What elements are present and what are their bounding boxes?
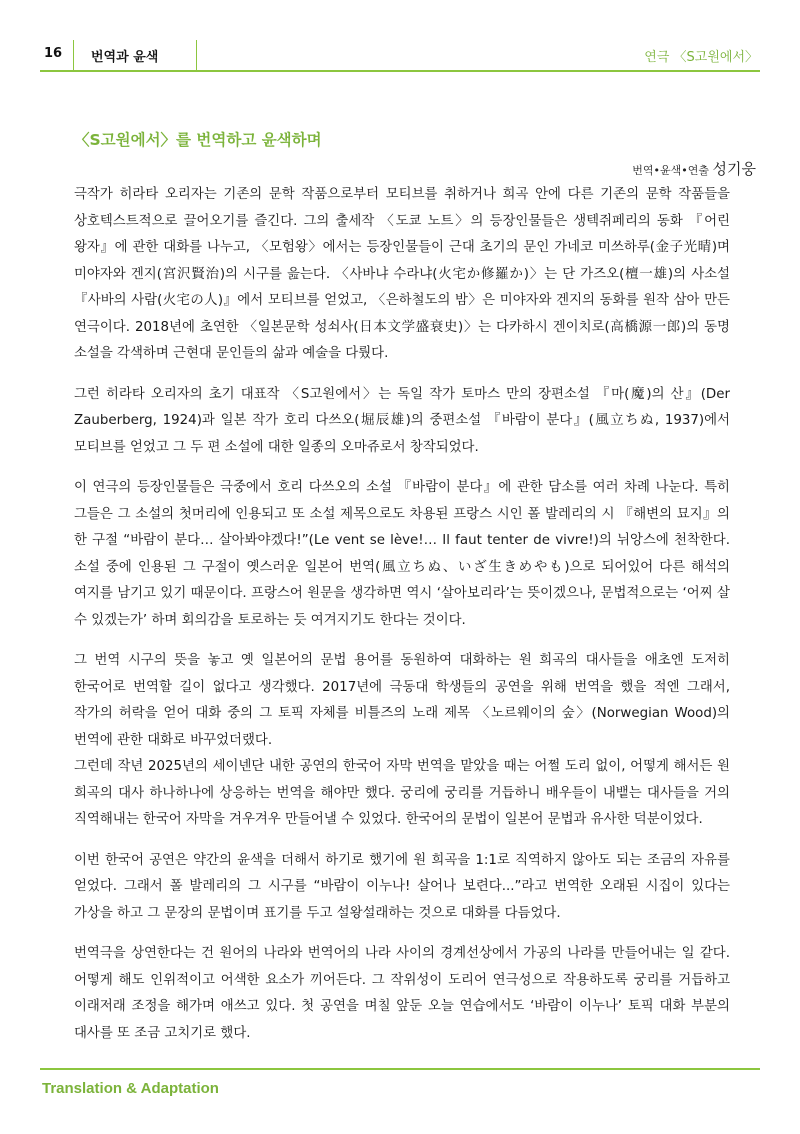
paragraph: 그 번역 시구의 뜻을 놓고 옛 일본어의 문법 용어를 동원하여 대화하는 원 희곡의 대사들을 애초엔 도저히 한국어로 번역할 길이 없다고 생각했다. 2017년에 극동대 학생들의 공연을 위해 번역을 했을 적엔 그래서, 작가의 허락을 얻어 대화 중의 그 토픽 자체를 비틀즈의 노래 제목 〈노르웨이의 숲〉(Norwegian Wood)의 번역에 관한 대화로 바꾸었더랬다. [74, 653, 730, 748]
byline-name: 성기웅 [712, 160, 756, 178]
header-divider [196, 40, 197, 70]
running-title: 연극 〈S고원에서〉 [644, 50, 758, 65]
byline-role: 번역•윤색•연출 [632, 164, 710, 177]
byline [632, 158, 756, 179]
page-number: 16 [44, 46, 63, 61]
paragraph: 그런 히라타 오리자의 초기 대표작 〈S고원에서〉는 독일 작가 토마스 만의 장편소설 『마(魔)의 산』(Der Zauberberg, 1924)과 일본 작가 호리 다쓰오(堀辰雄)의 중편소설 『바람이 분다』(風立ちぬ, 1937)에서 모티브를 얻었고 그 두 편 소설에 대한 일종의 오마쥬로서 창작되었다. [74, 386, 730, 455]
footer-title: Translation & Adaptation [42, 1080, 219, 1097]
paragraph: 이번 한국어 공연은 약간의 윤색을 더해서 하기로 했기에 원 희곡을 1:1로 직역하지 않아도 되는 조금의 자유를 얻었다. 그래서 폴 발레리의 그 시구를 “바람이 이누나! 살어나 보련다...”라고 번역한 오래된 시집이 있다는 가상을 하고 그 문장의 문법이며 표기를 두고 설왕설래하는 것으로 대화를 다듬었다. [74, 852, 730, 921]
page-header [0, 0, 800, 72]
article-body [74, 182, 730, 1061]
paragraph: 이 연극의 등장인물들은 극중에서 호리 다쓰오의 소설 『바람이 분다』에 관한 담소를 여러 차례 나눈다. 특히 그들은 그 소설의 첫머리에 인용되고 또 소설 제목으로도 차용된 프랑스 시인 폴 발레리의 시 『해변의 묘지』의 한 구절 “바람이 분다… 살아봐야겠다!”(Le vent se lève!… Il faut tenter de vivre!)의 뉘앙스에 천착한다. 소설 중에 인용된 그 구절이 옛스러운 일본어 번역(風立ちぬ、いざ生きめやも)으로 되어있어 다른 해석의 여지를 남기고 있기 때문이다. 프랑스어 원문을 생각하면 역시 ‘살아보리라’는 뜻이겠으나, 문법적으로는 ‘어찌 살 수 있겠는가’ 하며 회의감을 토로하는 듯 여겨지기도 한다는 것이다. [74, 480, 730, 628]
paragraph: 그런데 작년 2025년의 세이넨단 내한 공연의 한국어 자막 번역을 맡았을 때는 어쩔 도리 없이, 어떻게 해서든 원 희곡의 대사 하나하나에 상응하는 번역을 해야만 했다. 궁리에 궁리를 거듭하니 배우들이 내뱉는 대사들을 거의 직역해내는 한국어 자막을 겨우겨우 만들어낼 수 있었다. 한국어의 문법이 일본어 문법과 유사한 덕분이었다. [74, 759, 730, 827]
header-divider [73, 40, 74, 70]
footer-rule [40, 1068, 760, 1070]
paragraph: 번역극을 상연한다는 건 원어의 나라와 번역어의 나라 사이의 경계선상에서 가공의 나라를 만들어내는 일 같다. 어떻게 해도 인위적이고 어색한 요소가 끼어든다. 그 작위성이 도리어 연극성으로 작용하도록 궁리를 거듭하고 이래저래 조정을 해가며 애쓰고 있다. 첫 공연을 며칠 앞둔 오늘 연습에서도 ‘바람이 이누나’ 토픽 대화 부분의 대사를 또 조금 고치기로 했다. [74, 946, 730, 1041]
paragraph: 극작가 히라타 오리자는 기존의 문학 작품으로부터 모티브를 취하거나 희곡 안에 다른 기존의 문학 작품들을 상호텍스트적으로 끌어오기를 즐긴다. 그의 출세작 〈도쿄 노트〉의 등장인물들은 생텍쥐페리의 동화 『어린 왕자』에 관한 대화를 나누고, 〈모험왕〉에서는 등장인물들이 근대 초기의 문인 가네코 미쓰하루(金子光晴)며 미야자와 겐지(宮沢賢治)의 시구를 읊는다. 〈사바냐 수라냐(火宅か修羅か)〉는 단 가즈오(檀一雄)의 사소설 『사바의 사람(火宅の人)』에서 모티브를 얻었고, 〈은하철도의 밤〉은 미야자와 겐지의 동화를 원작 삼아 만든 연극이다. 2018년에 초연한 〈일본문학 성쇠사(日本文学盛衰史)〉는 다카하시 겐이치로(高橋源一郎)의 동명 소설을 각색하며 근현대 문인들의 삶과 예술을 다뤘다. [74, 187, 730, 361]
article-title: 〈S고원에서〉를 번역하고 윤색하며 [74, 131, 322, 149]
section-label: 번역과 윤색 [91, 50, 159, 65]
header-rule [40, 70, 760, 72]
